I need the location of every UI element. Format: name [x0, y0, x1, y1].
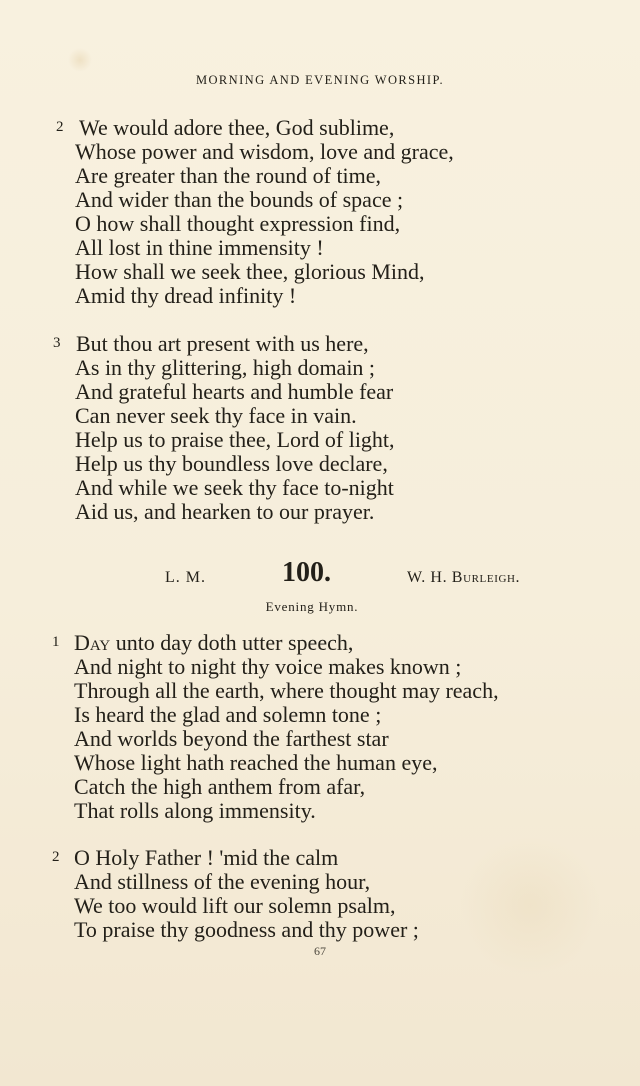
- page-number: 67: [314, 944, 326, 958]
- hymn-heading: [0, 557, 640, 593]
- first-line-rest: unto day doth utter speech,: [110, 630, 354, 655]
- hymn-line: All lost in thine immensity !: [75, 235, 324, 260]
- hymn-line: We would adore thee, God sublime,: [79, 115, 395, 140]
- hymn-line: Are greater than the round of time,: [75, 163, 382, 188]
- hymn-number: 100.: [282, 557, 331, 588]
- hymn-title: Evening Hymn.: [265, 599, 359, 614]
- hymn-author: [407, 569, 520, 587]
- stanza-number: 3: [53, 335, 61, 351]
- hymn-line: Whose power and wisdom, love and grace,: [75, 139, 454, 164]
- author-surname: Burleigh.: [451, 569, 521, 586]
- hymn-line: And grateful hearts and humble fear: [75, 379, 394, 404]
- hymn-line: Amid thy dread infinity !: [75, 283, 297, 308]
- stanza-number: 2: [56, 119, 64, 135]
- hymn-first-line: [74, 631, 353, 655]
- hymn-line: To praise thy goodness and thy power ;: [74, 917, 419, 942]
- hymn-line: We too would lift our solemn psalm,: [74, 893, 396, 918]
- stanza-number: 2: [52, 849, 60, 865]
- hymn-line: Through all the earth, where thought may reach,: [74, 678, 499, 703]
- hymn-line: As in thy glittering, high domain ;: [75, 355, 376, 380]
- hymn-line: And night to night thy voice makes known ;: [74, 654, 462, 679]
- hymn-line: O Holy Father ! 'mid the calm: [74, 845, 339, 870]
- hymn-line: And stillness of the evening hour,: [74, 869, 371, 894]
- hymn-meter: L. M.: [165, 569, 206, 586]
- first-word: Day: [74, 630, 111, 655]
- stanza-number: 1: [52, 634, 60, 650]
- hymn-line: That rolls along immensity.: [74, 798, 316, 823]
- hymn-line: Whose light hath reached the human eye,: [74, 750, 438, 775]
- hymn-line: How shall we seek thee, glorious Mind,: [75, 259, 425, 284]
- author-initials: W. H.: [407, 569, 448, 586]
- hymn-line: Help us thy boundless love declare,: [75, 451, 388, 476]
- hymn-line: Can never seek thy face in vain.: [75, 403, 357, 428]
- hymn-line: But thou art present with us here,: [76, 331, 369, 356]
- hymn-line: Aid us, and hearken to our prayer.: [75, 499, 375, 524]
- running-head: MORNING AND EVENING WORSHIP.: [195, 73, 444, 87]
- hymn-line: And while we seek thy face to-night: [75, 475, 394, 500]
- hymn-line: And wider than the bounds of space ;: [75, 187, 404, 212]
- hymn-line: Is heard the glad and solemn tone ;: [74, 702, 382, 727]
- hymn-line: O how shall thought expression find,: [75, 211, 401, 236]
- hymn-line: Catch the high anthem from afar,: [74, 774, 366, 799]
- hymn-line: Help us to praise thee, Lord of light,: [75, 427, 395, 452]
- hymn-line: And worlds beyond the farthest star: [74, 726, 389, 751]
